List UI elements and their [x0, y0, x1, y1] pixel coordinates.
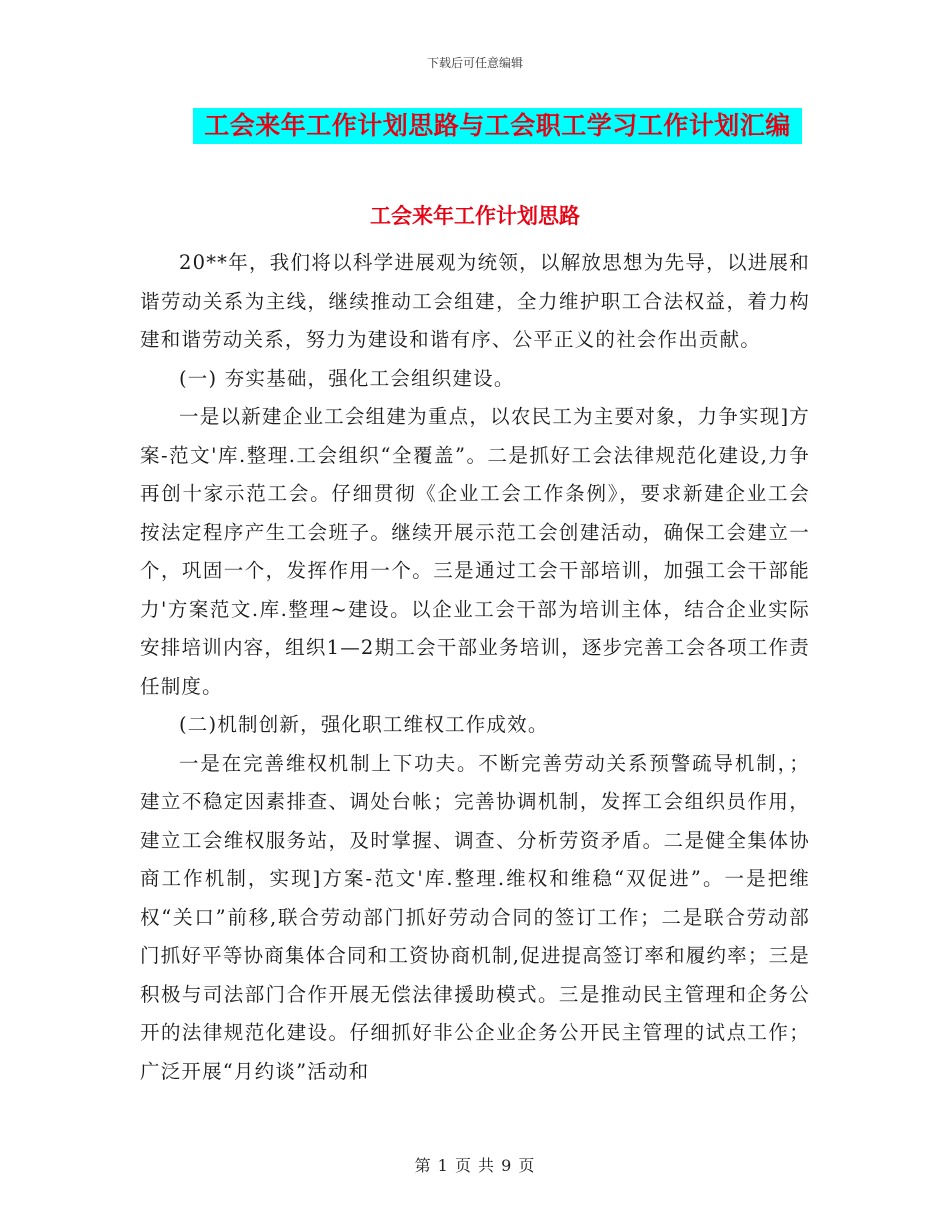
paragraph-organization: 一是以新建企业工会组建为重点，以农民工为主要对象，力争实现]方案-范文'库.整理.工会组织“全覆盖”。二是抓好工会法律规范化建设,力争再创十家示范工会。仔细贯彻《企业工会工作条例》，要求新建企业工会按法定程序产生工会班子。继续开展示范工会创建活动，确保工会建立一个，巩固一个，发挥作用一个。三是通过工会干部培训，加强工会干部能力'方案范文.库.整理~建设。以企业工会干部为培训主体，结合企业实际安排培训内容，组织1—2期工会干部业务培训，逐步完善工会各项工作责任制度。 [140, 405, 810, 698]
section-title: 工会来年工作计划思路 [370, 204, 580, 228]
header-note: 下载后可任意编辑 [426, 56, 523, 70]
body-text [140, 244, 810, 1091]
paragraph-intro: 20**年，我们将以科学进展观为统领，以解放思想为先导，以进展和谐劳动关系为主线，继续推动工会组建，全力维护职工合法权益，着力构建和谐劳动关系，努力为建设和谐有序、公平正义的社会作出贡献。 [140, 251, 810, 351]
page-footer: 第 1 页 共 9 页 [414, 1156, 536, 1175]
paragraph-heading-1: (一) 夯实基础，强化工会组织建设。 [179, 366, 515, 390]
paragraph-heading-2: (二)机制创新，强化职工维权工作成效。 [179, 713, 549, 736]
document-title: 工会来年工作计划思路与工会职工学习工作计划汇编 [193, 108, 802, 144]
paragraph-rights: 一是在完善维权机制上下功夫。不断完善劳动关系预警疏导机制，；建立不稳定因素排查、调处台帐；完善协调机制，发挥工会组织员作用，建立工会维权服务站，及时掌握、调查、分析劳资矛盾。二是健全集体协商工作机制，实现]方案-范文'库.整理.维权和维稳“双促进”。一是把维权“关口”前移,联合劳动部门抓好劳动合同的签订工作；二是联合劳动部门抓好平等协商集体合同和工资协商机制,促进提高签订率和履约率；三是积极与司法部门合作开展无偿法律援助模式。三是推动民主管理和企务公开的法律规范化建设。仔细抓好非公企业企务公开民主管理的试点工作；广泛开展“月约谈”活动和 [140, 751, 810, 1083]
